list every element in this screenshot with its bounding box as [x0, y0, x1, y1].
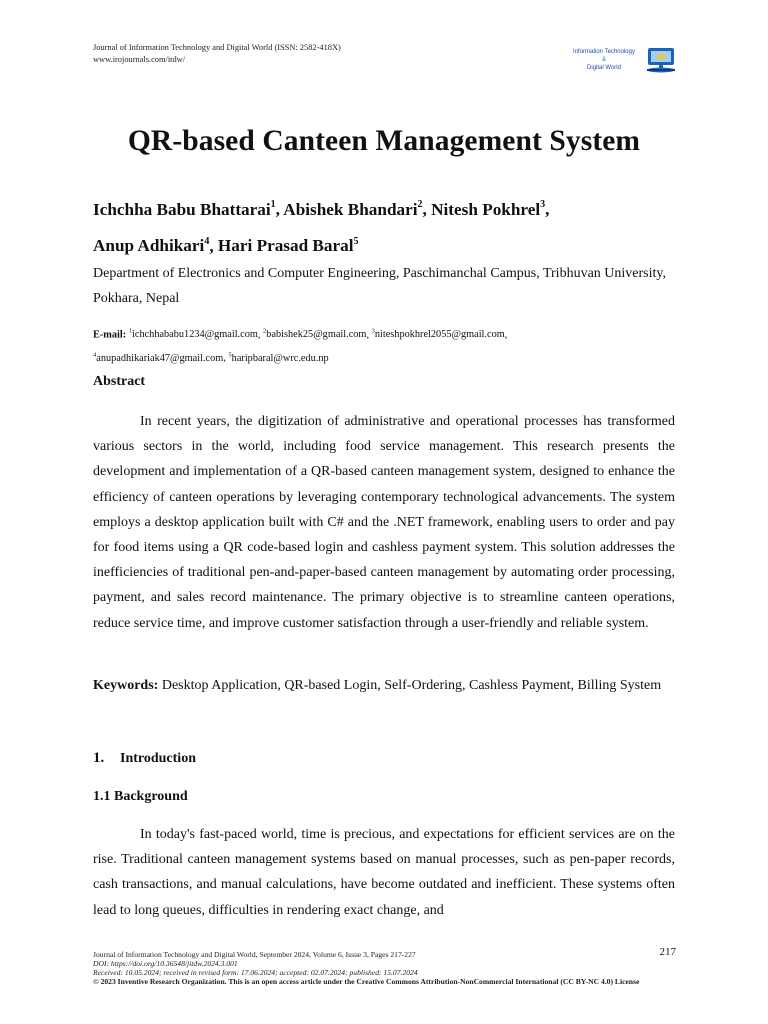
- abstract-heading: Abstract: [93, 374, 146, 389]
- logo-amp: &: [601, 57, 606, 63]
- keywords: [93, 673, 675, 698]
- journal-url[interactable]: www.irojournals.com/itdw/: [93, 55, 186, 64]
- footer-dates: Received: 10.05.2024; received in revised form: 17.06.2024; accepted: 02.07.2024; published: 15.07.2024: [93, 968, 418, 977]
- email-address[interactable]: $^2$babishek25@gmail.com: [263, 328, 367, 341]
- page-footer: [93, 950, 693, 986]
- abstract-text: In recent years, the digitization of administrative and operational processes has transformed various sectors in the world, including food service management. This research presents the development and implementation of a QR-based canteen management system, designed to enhance the efficiency of canteen operations by leveraging contemporary technological advancements. The system employs a desktop application built with C# and the .NET framework, enabling users to order and pay for food items using a QR code-based login and cashless payment system. This solution addresses the inefficiencies of traditional pen-and-paper-based canteen management by automating order processing, payment, and sales record maintenance. The primary objective is to streamline canteen operations, reduce service time, and improve customer satisfaction through a user-friendly and reliable system.: [93, 414, 675, 631]
- email-address[interactable]: $^1$ichchhababu1234@gmail.com: [128, 328, 258, 341]
- section-heading: [93, 750, 196, 767]
- affiliation: Department of Electronics and Computer Engineering, Paschimanchal Campus, Tribhuvan University, Pokhara, Nepal: [93, 266, 666, 306]
- section-number: 1.: [93, 750, 105, 766]
- author: Ichchha Babu Bhattarai$^1$: [93, 199, 276, 219]
- footer-doi[interactable]: DOI: https://doi.org/10.36548/jitdw.2024.3.001: [93, 959, 238, 968]
- email-address[interactable]: $^4$anupadhikariak47@gmail.com: [93, 351, 224, 364]
- author: Anup Adhikari$^4$: [93, 235, 210, 256]
- section-title: Introduction: [120, 751, 196, 766]
- subsection-heading: 1.1 Background: [93, 789, 188, 804]
- monitor-icon: [642, 46, 682, 74]
- logo-line2: Digital World: [587, 65, 621, 71]
- author: Hari Prasad Baral$^5$: [217, 235, 359, 256]
- paper-title: QR-based Canteen Management System: [127, 125, 641, 157]
- journal-logo: [556, 43, 686, 77]
- email-list: E-mail: $^1$ichchhababu1234@gmail.com, $^2$babishek25@gmail.com, $^3$niteshpokhrel2055@gmail.com, $^4$anupadhikariak47@gmail.com, $^5$haripbaral@wrc.edu.np: [93, 328, 508, 364]
- footer-copyright: © 2023 Inventive Research Organization. This is an open access article under the Creative Commons Attribution-NonCommercial International (CC BY-NC 4.0) License: [93, 977, 640, 986]
- journal-name: Journal of Information Technology and Digital World (ISSN: 2582-418X): [93, 43, 341, 52]
- author-list: Ichchha Babu Bhattarai$^1$, Abishek Bhandari$^2$, Nitesh Pokhrel$^3$, Anup Adhikari$^4$, Hari Prasad Baral$^5$: [93, 199, 550, 256]
- page-number: 217: [659, 946, 676, 958]
- footer-citation: Journal of Information Technology and Digital World, September 2024, Volume 6, Issue 3, Pages 217-227: [93, 950, 416, 959]
- background-text: In today's fast-paced world, time is precious, and expectations for efficient services are on the rise. Traditional canteen management systems based on manual processes, such as pen-paper records, cash transactions, and manual calculations, have become outdated and inefficient. These systems often lead to long queues, difficulties in rendering exact change, and: [93, 827, 675, 918]
- logo-line1: Information Technology: [573, 49, 635, 55]
- email-label: E-mail:: [93, 329, 127, 341]
- author: Nitesh Pokhrel$^3$: [431, 199, 546, 219]
- email-address[interactable]: $^3$niteshpokhrel2055@gmail.com: [371, 328, 505, 341]
- email-address[interactable]: $^5$haripbaral@wrc.edu.np: [228, 351, 329, 364]
- keywords-text: Desktop Application, QR-based Login, Self-Ordering, Cashless Payment, Billing System: [161, 678, 662, 693]
- keywords-label: Keywords:: [93, 678, 159, 693]
- journal-header: [93, 42, 341, 66]
- author: Abishek Bhandari$^2$: [283, 199, 423, 219]
